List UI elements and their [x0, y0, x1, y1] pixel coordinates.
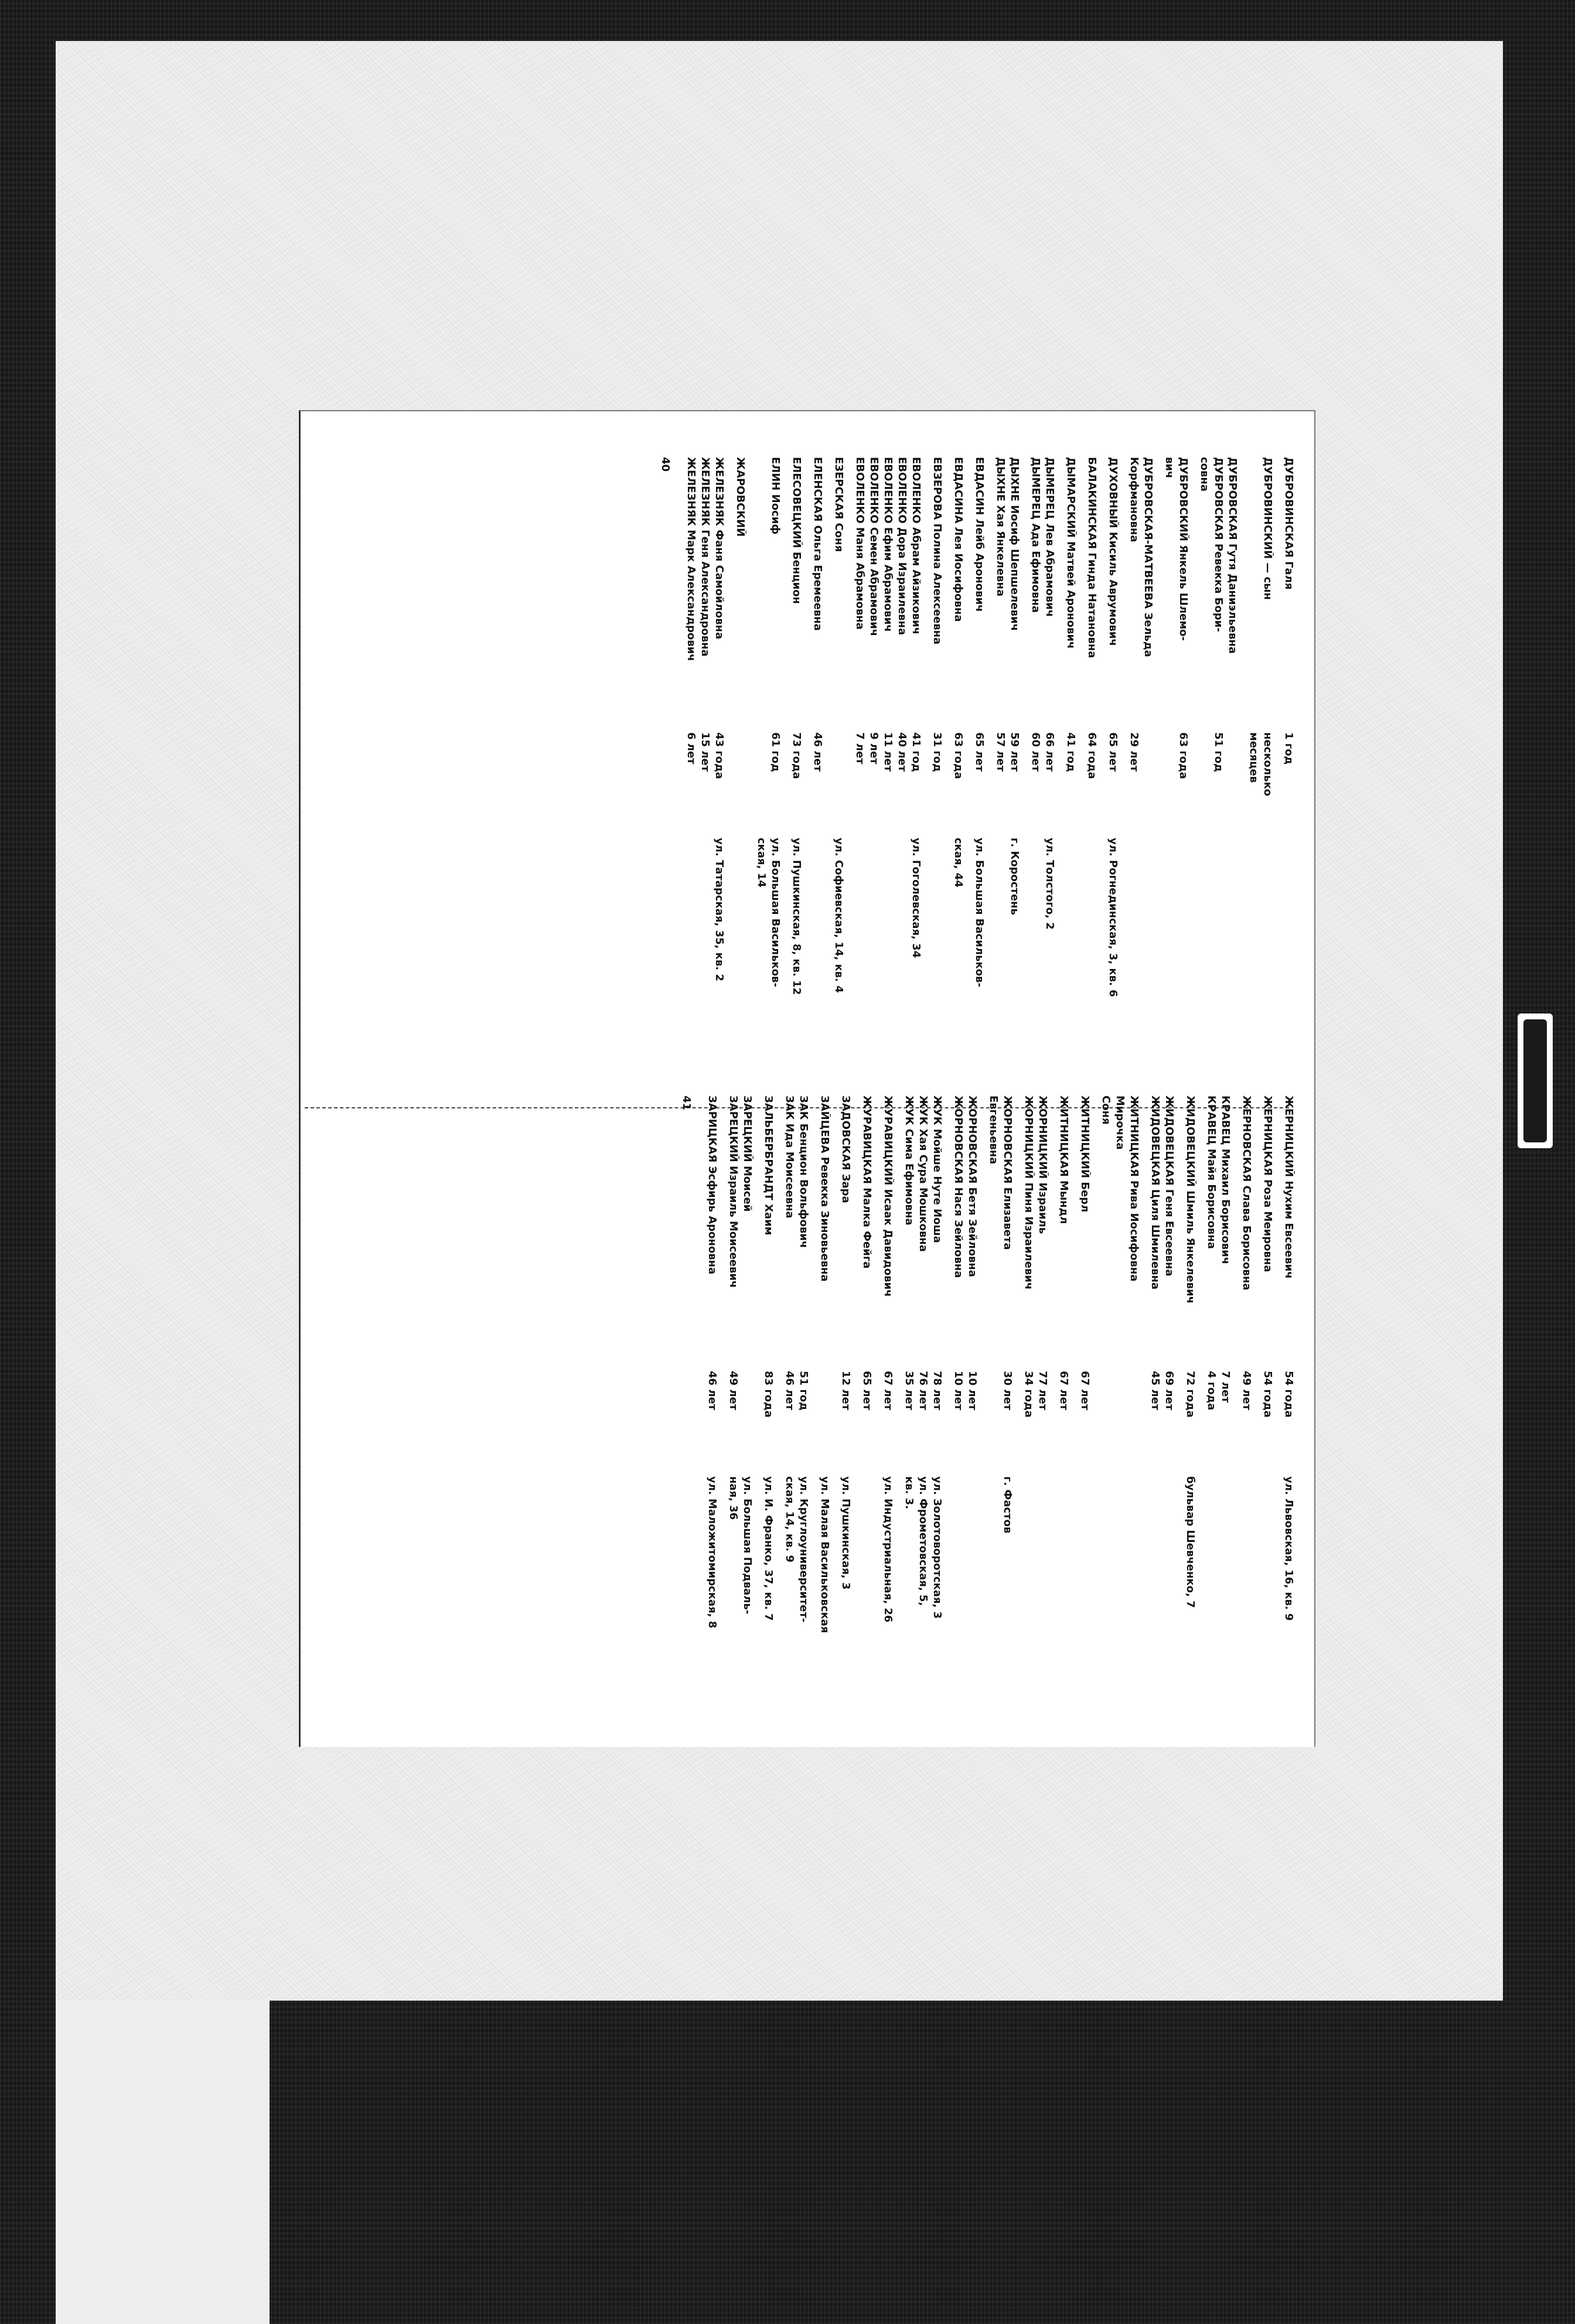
entry-age: 49 лет [727, 1371, 739, 1411]
entry-name: ЗАК Бенцион Вольфович [797, 1096, 810, 1248]
entry-name: ЕВОЛЕНКО Дора Израилевна [896, 457, 908, 636]
entry-name: Корфмановна [1128, 457, 1140, 542]
entry-name: ЕВДАСИН Лейб Аронович [973, 457, 986, 612]
entry-name: ЖУРАВИЦКАЯ Малка Фейга [861, 1096, 873, 1269]
entry-name: совна [1198, 457, 1211, 492]
entry-name: ЗАРИЦКАЯ Эсфирь Ароновна [706, 1096, 718, 1275]
entry-name: Соня [1100, 1096, 1112, 1125]
entry-age: 31 год [931, 732, 943, 772]
entry-age: 43 года [713, 732, 725, 779]
entry-age: 9 лет [868, 732, 880, 765]
entry-name: ЖУК Хая Сура Мошковна [917, 1096, 929, 1252]
entry-name: ЗАЙЦЕВА Ревекка Зиновьевна [819, 1096, 831, 1282]
entry-name: ЖУК Сима Ефимовна [903, 1096, 915, 1226]
entry-age: 34 года [1022, 1371, 1035, 1418]
entry-name: ДУХОВНЫЙ Кисиль Аврумович [1107, 457, 1119, 646]
entry-name: ЖОРНИЦКИЙ Пиня Израилевич [1022, 1096, 1035, 1290]
entry-age: 83 года [762, 1371, 775, 1418]
entry-name: ЕВОЛЕНКО Семен Абрамович [868, 457, 880, 636]
entry-age: 78 лет [931, 1371, 943, 1411]
entry-age: 63 года [952, 732, 964, 779]
entry-age: 67 лет [1079, 1371, 1091, 1411]
entry-age: 46 лет [783, 1371, 796, 1411]
entry-name: ЖАРОВСКИЙ [734, 457, 746, 537]
entry-name: ЖИДОВЕЦКАЯ Геня Евсеевна [1163, 1096, 1175, 1277]
page-number: 40 [659, 457, 671, 472]
entry-addr: г. Коростень [1008, 838, 1021, 915]
entry-addr: кв. 3. [903, 1476, 915, 1510]
entry-addr: ул. Татарская, 35, кв. 2 [713, 838, 725, 981]
entry-name: ЕВДАСИНА Лея Иосифовна [952, 457, 964, 622]
entry-age: 57 лет [994, 732, 1007, 772]
entry-age: 46 лет [812, 732, 824, 772]
entry-name: ЖЕРНИЦКИЙ Нухим Евсеевич [1283, 1096, 1295, 1279]
entry-addr: ул. Круглоуниверситет- [797, 1476, 810, 1623]
entry-age: 40 лет [896, 732, 908, 772]
entry-name: КРАВЕЦ Майя Борисовна [1205, 1096, 1218, 1249]
entry-age: 51 год [797, 1371, 810, 1411]
entry-age: 7 лет [854, 732, 866, 765]
entry-name: ДУБРОВИНСКАЯ Галя [1283, 457, 1295, 590]
entry-age: 29 лет [1128, 732, 1140, 772]
entry-addr: ул. Большая Васильков- [769, 838, 782, 987]
entry-name: ЖИДОВЕЦКИЙ Шмиль Янкелевич [1184, 1096, 1196, 1304]
entry-age: 1 год [1283, 732, 1295, 765]
entry-name: ЗАДОВСКАЯ Зара [840, 1096, 852, 1203]
entry-addr: ул. Индустриальная, 26 [882, 1476, 894, 1623]
entry-age: 10 лет [952, 1371, 964, 1411]
entry-age: 41 год [910, 732, 922, 772]
page-number: 41 [680, 1096, 693, 1111]
entry-age: 54 года [1262, 1371, 1274, 1418]
entry-age: 63 года [1177, 732, 1189, 779]
entry-age: 65 лет [1107, 732, 1119, 772]
entry-addr: ул. Толстого, 2 [1044, 838, 1056, 930]
entry-name: ДЫМЕРЕЦ Лев Абрамович [1044, 457, 1056, 617]
entry-name: ДЫХНЕ Хая Янкелевна [994, 457, 1007, 597]
entry-addr: ул. Пушкинская, 8, кв. 12 [790, 838, 803, 995]
entry-age: 46 лет [706, 1371, 718, 1411]
entry-age: 65 лет [973, 732, 986, 772]
entry-addr: ская, 14, кв. 9 [783, 1476, 796, 1563]
entry-name: ЗАРЕЦКИЙ Моисей [741, 1096, 754, 1212]
entry-age: 35 лет [903, 1371, 915, 1411]
entry-age: 72 года [1184, 1371, 1196, 1418]
entry-addr: ул. И. Франко, 37, кв. 7 [762, 1476, 775, 1621]
entry-name: ЕВОЛЕНКО Абрам Айзикович [910, 457, 922, 634]
entry-age: 67 лет [1058, 1371, 1070, 1411]
entry-addr: ул. Рогнединская, 3, кв. 6 [1107, 838, 1119, 997]
entry-name: ДЫМЕРЕЦ Ада Ефимовна [1029, 457, 1042, 613]
entry-name: ЕЛЕНСКАЯ Ольга Еремеевна [812, 457, 824, 631]
entry-addr: ул. Пушкинская, 3 [840, 1476, 852, 1590]
entry-name: ЗАРЕЦКИЙ Израиль Моисеевич [727, 1096, 739, 1288]
entry-name: ЖИТНИЦКАЯ Мындл [1058, 1096, 1070, 1224]
entry-name: ЖЕЛЕЗНЯК Фаня Самойловна [713, 457, 725, 640]
entry-addr: ул. Золотоворотская, 3 [931, 1476, 943, 1619]
entry-name: КРАВЕЦ Михаил Борисович [1219, 1096, 1232, 1265]
entry-age: 15 лет [699, 732, 711, 772]
entry-name: ЖИТНИЦКИЙ Берл [1079, 1096, 1091, 1213]
entry-name: ДУБРОВСКАЯ-МАТВЕЕВА Зельда [1142, 457, 1154, 657]
entry-age: 45 лет [1149, 1371, 1161, 1411]
entry-age: 51 год [1212, 732, 1225, 772]
entry-age: 64 года [1086, 732, 1098, 779]
entry-age: несколько [1262, 732, 1274, 797]
entry-age: 60 лет [1029, 732, 1042, 772]
entry-addr: ул. Большая Васильков- [973, 838, 986, 987]
entry-age: 77 лет [1037, 1371, 1049, 1411]
entry-addr: ул. Фрометовская, 5, [917, 1476, 929, 1606]
entry-name: ЖУК Мойше Нуте Иоша [931, 1096, 943, 1243]
entry-name: ЖИДОВЕЦКАЯ Циля Шмилевна [1149, 1096, 1161, 1290]
entry-name: ЕВОЛЕНКО Маня Абрамовна [854, 457, 866, 630]
entry-name: ДУБРОВСКАЯ Гутя Даниэльевна [1226, 457, 1239, 654]
entry-addr: ская, 44 [952, 838, 964, 888]
entry-name: ДУБРОВСКАЯ Ревекка Бори- [1212, 457, 1225, 632]
entry-age: 41 год [1065, 732, 1077, 772]
entry-name: ЕЗЕРСКАЯ Соня [833, 457, 845, 552]
entry-name: ЖОРНОВСКАЯ Елизавета [1001, 1096, 1014, 1250]
entry-name: ЖЕЛЕЗНЯК Марк Александрович [685, 457, 697, 661]
paper-sheet-corner [56, 2001, 270, 2324]
entry-name: Евгеньевна [987, 1096, 1000, 1165]
entry-name: ЕЛЕСОВЕЦКИЙ Бенцион [790, 457, 803, 604]
index-tab-mark [1518, 1013, 1553, 1148]
entry-name: ЕВОЛЕНКО Ефим Абрамович [882, 457, 894, 632]
entry-age: 65 лет [861, 1371, 873, 1411]
entry-addr: ул. Львовская, 16, кв. 9 [1283, 1476, 1295, 1621]
entry-name: ЖИТНИЦКАЯ Рива Иосифовна [1128, 1096, 1140, 1282]
entry-addr: г. Фастов [1001, 1476, 1014, 1534]
entry-age: 4 года [1205, 1371, 1218, 1411]
entry-name: ЖУРАВИЦКИЙ Исаак Давидович [882, 1096, 894, 1297]
entry-addr: ная, 36 [727, 1476, 739, 1520]
rotated-text-area [346, 457, 1295, 1722]
entry-name: ДЫМАРСКИЙ Матвей Аронович [1065, 457, 1077, 649]
entry-age: месяцев [1247, 732, 1260, 783]
entry-age: 69 лет [1163, 1371, 1175, 1411]
entry-age: 12 лет [840, 1371, 852, 1411]
entry-age: 11 лет [882, 732, 894, 772]
entry-name: ДУБРОВИНСКИЙ — сын [1262, 457, 1274, 600]
entry-addr: ская, 14 [755, 838, 768, 888]
entry-name: ЖЕЛЕЗНЯК Геня Александровна [699, 457, 711, 657]
entry-addr: ул. Маложитомирская, 8 [706, 1476, 718, 1629]
entry-age: 54 года [1283, 1371, 1295, 1418]
entry-name: ЕЛИН Иосиф [769, 457, 782, 535]
entry-addr: ул. Гоголевская, 34 [910, 838, 922, 958]
entry-age: 59 лет [1008, 732, 1021, 772]
entry-age: 7 лет [1219, 1371, 1232, 1403]
entry-name: ЖОРНОВСКАЯ Бетя Зейловна [966, 1096, 979, 1277]
entry-name: ЖОРНИЦКИЙ Израиль [1037, 1096, 1049, 1234]
entry-age: 30 лет [1001, 1371, 1014, 1411]
entry-addr: ул. Софиевская, 14, кв. 4 [833, 838, 845, 993]
entry-addr: ул. Малая Васильковская [819, 1476, 831, 1633]
entry-name: ЖОРНОВСКАЯ Нася Зейловна [952, 1096, 964, 1278]
entry-name: ДЫХНЕ Иосиф Шепшелевич [1008, 457, 1021, 631]
entry-name: вич [1163, 457, 1175, 479]
entry-age: 67 лет [882, 1371, 894, 1411]
entry-age: 10 лет [966, 1371, 979, 1411]
entry-name: БАЛАКИНСКАЯ Гинда Натановна [1086, 457, 1098, 658]
entry-age: 66 лет [1044, 732, 1056, 772]
entry-name: ЗАК Ида Моисеевна [783, 1096, 796, 1219]
entry-name: Мирочка [1114, 1096, 1126, 1150]
page-left [346, 457, 1295, 1078]
entry-addr: ул. Большая Подваль- [741, 1476, 754, 1615]
entry-age: 76 лет [917, 1371, 929, 1411]
page-right [346, 1096, 1295, 1716]
entry-name: ЗАЛЬБЕРБРАНДТ Хаим [762, 1096, 775, 1236]
entry-name: ЖЕРНОВСКАЯ Слава Борисовна [1240, 1096, 1253, 1291]
entry-name: ЕВЗЕРОВА Полина Алексеевна [931, 457, 943, 645]
entry-age: 49 лет [1240, 1371, 1253, 1411]
entry-name: ДУБРОВСКИЙ Янкель Шлемо- [1177, 457, 1189, 641]
entry-name: ЖЕРНИЦКАЯ Роза Меировна [1262, 1096, 1274, 1272]
entry-addr: бульвар Шевченко, 7 [1184, 1476, 1196, 1608]
entry-age: 73 года [790, 732, 803, 779]
entry-age: 6 лет [685, 732, 697, 765]
entry-age: 61 год [769, 732, 782, 772]
